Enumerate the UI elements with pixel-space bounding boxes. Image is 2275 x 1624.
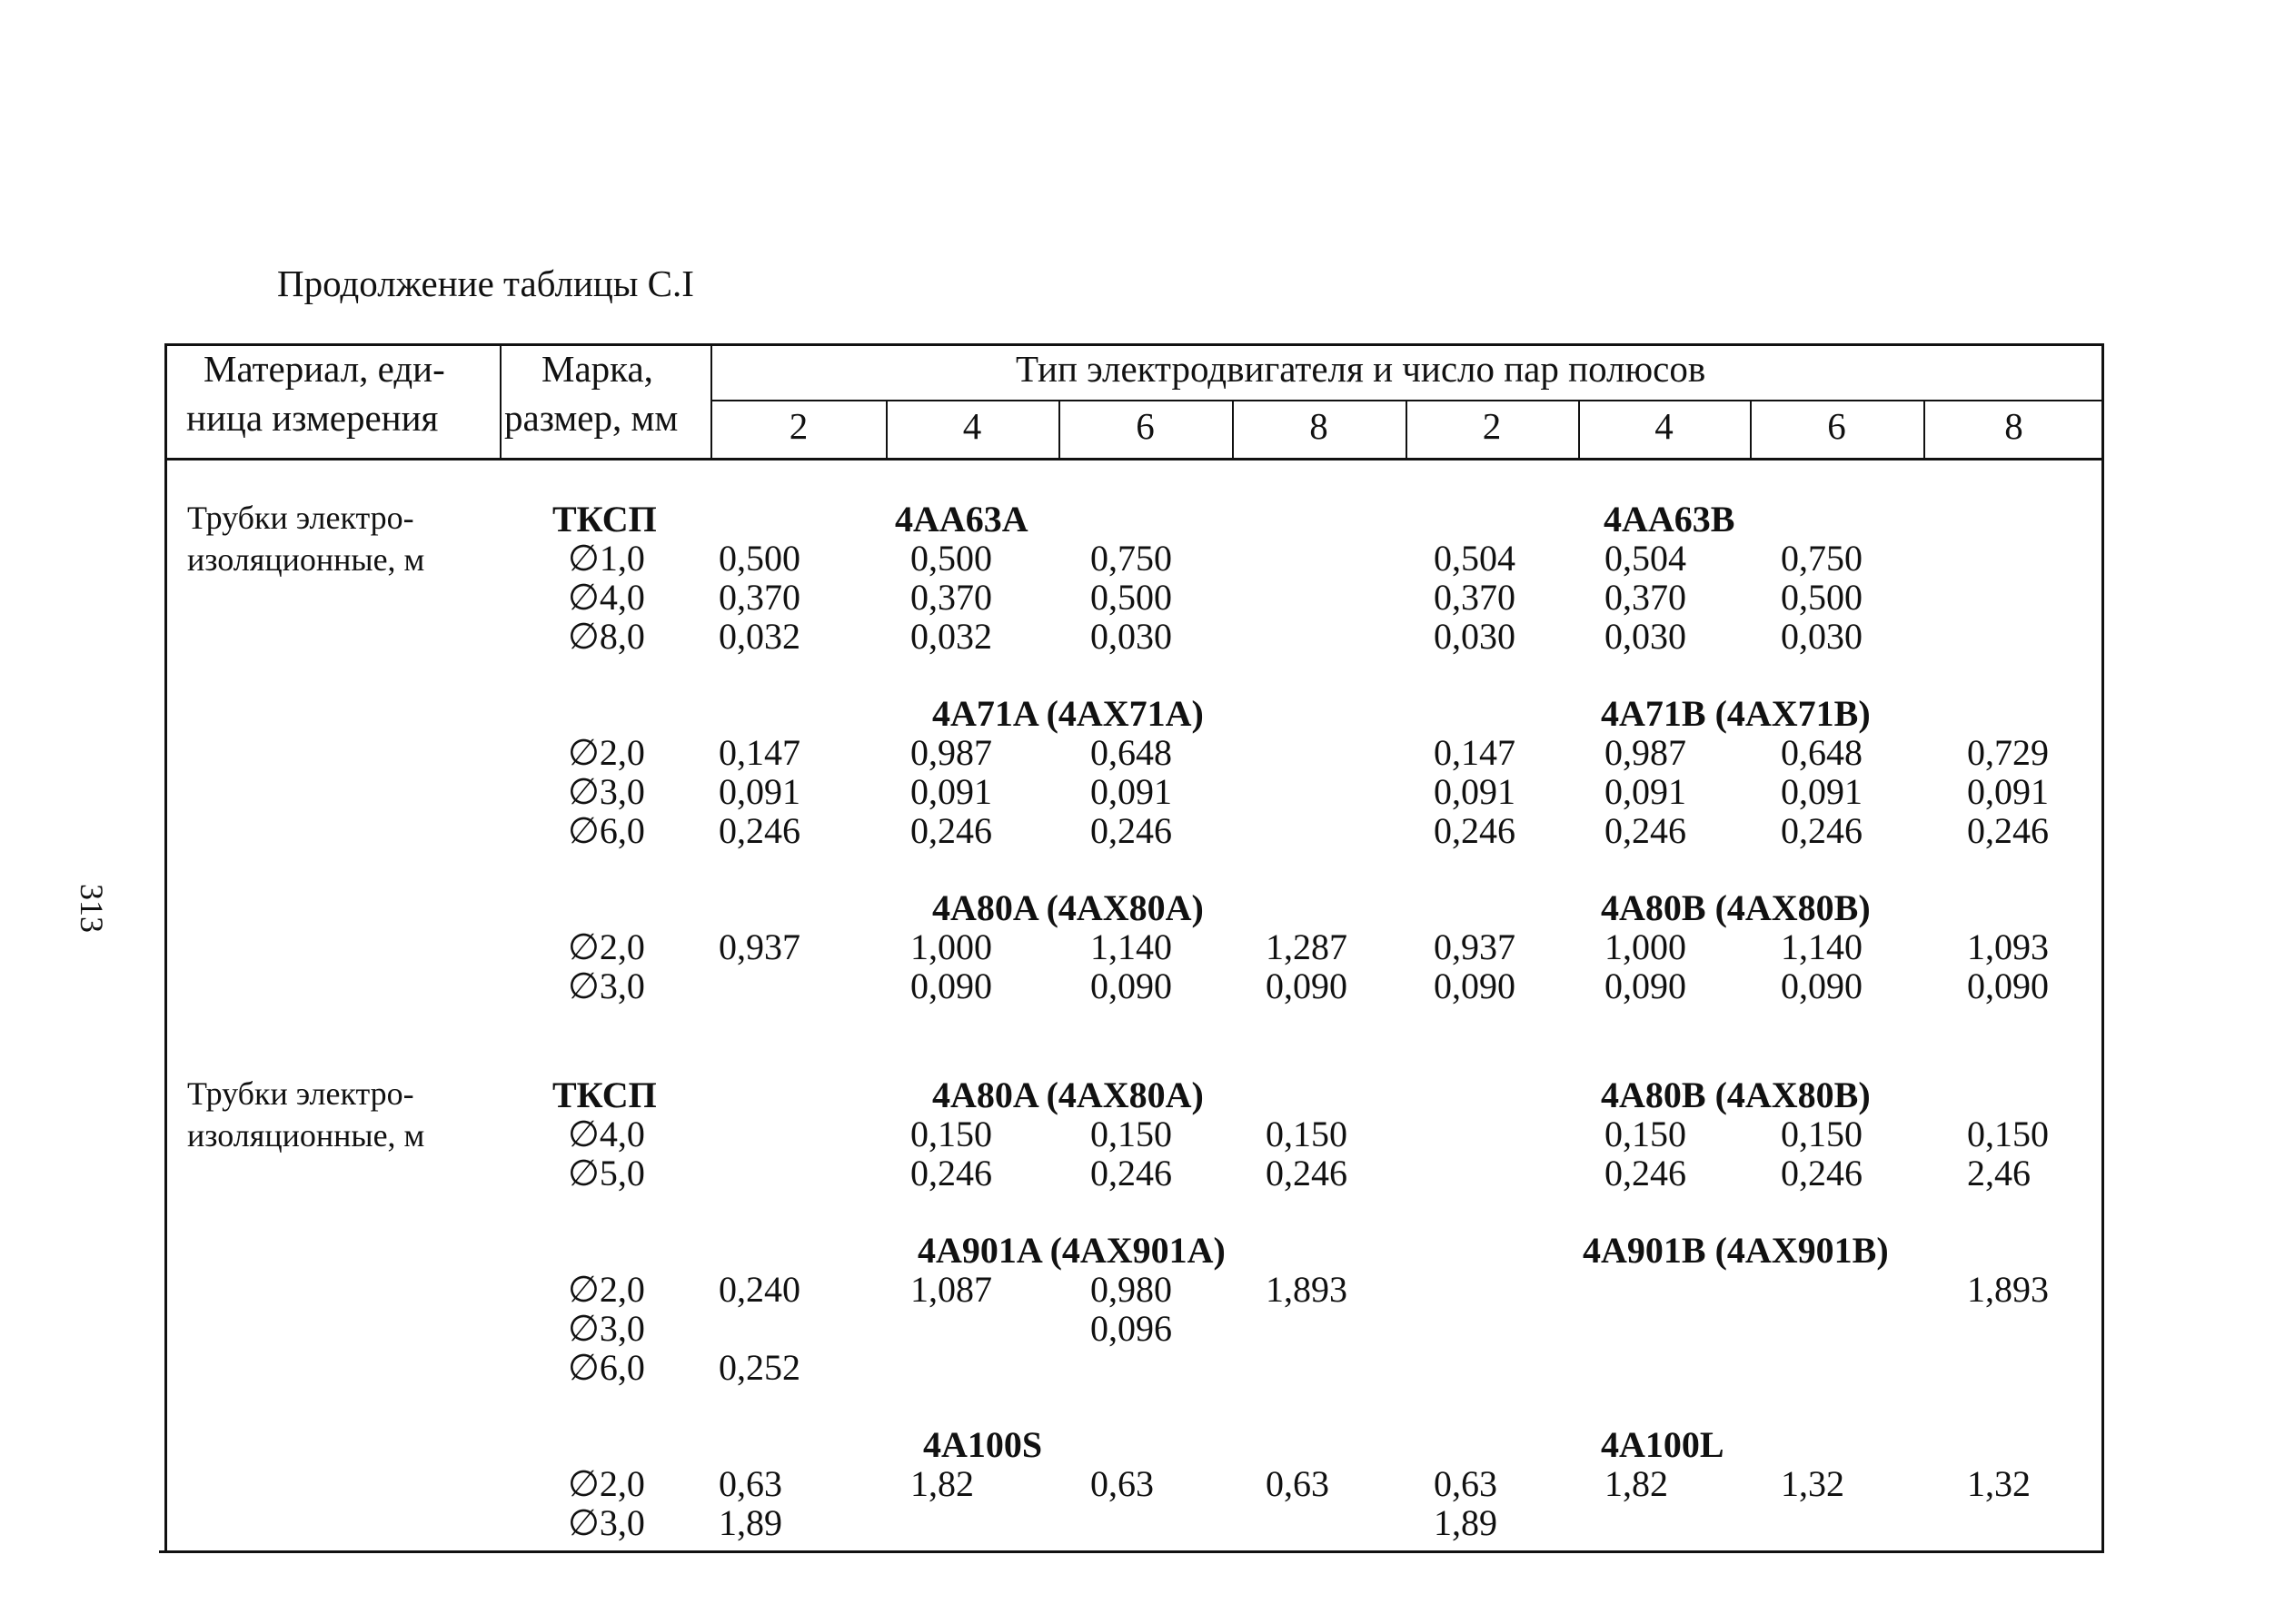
motor-type-left: 4A100S [923, 1424, 1043, 1465]
table-cell: 0,240 [719, 1269, 800, 1310]
size-label: ∅3,0 [568, 1308, 645, 1349]
header-pole: 6 [1827, 405, 1846, 447]
motor-type-left: 4A80A (4AX80A) [932, 1074, 1204, 1115]
header-pole: 4 [962, 405, 982, 447]
table-cell: 1,32 [1967, 1463, 2031, 1504]
table-cell: 0,937 [719, 926, 800, 967]
table-cell: 0,150 [1967, 1114, 2049, 1154]
motor-type-right: 4A80B (4AX80B) [1601, 1074, 1871, 1115]
table-cell: 1,89 [719, 1502, 782, 1543]
header-pole: 2 [1482, 405, 1502, 447]
header-pole: 2 [789, 405, 809, 447]
table-cell: 0,091 [1967, 771, 2049, 812]
material-label: изоляционные, м [187, 541, 425, 578]
table-cell: 0,246 [910, 810, 992, 851]
size-label: ∅4,0 [568, 1114, 645, 1154]
table-cell: 0,504 [1434, 538, 1515, 579]
table-cell: 0,246 [910, 1153, 992, 1193]
header-divider [1058, 400, 1060, 460]
table-cell: 0,030 [1781, 616, 1863, 657]
table-cell: 0,370 [1434, 577, 1515, 618]
table-cell: 0,091 [719, 771, 800, 812]
table-cell: 0,63 [1266, 1463, 1329, 1504]
table-cell: 0,030 [1090, 616, 1172, 657]
table-cell: 0,150 [1090, 1114, 1172, 1154]
table-cell: 0,246 [1604, 810, 1686, 851]
table-cell: 1,893 [1967, 1269, 2049, 1310]
table-cell: 0,750 [1090, 538, 1172, 579]
table-cell: 1,82 [1604, 1463, 1668, 1504]
table-cell: 0,032 [910, 616, 992, 657]
table-cell: 0,504 [1604, 538, 1686, 579]
table-cell: 0,648 [1090, 732, 1172, 773]
size-label: ∅5,0 [568, 1153, 645, 1193]
table-cell: 0,370 [910, 577, 992, 618]
size-label: ∅6,0 [568, 810, 645, 851]
size-label: ∅6,0 [568, 1347, 645, 1388]
table-cell: 0,091 [1604, 771, 1686, 812]
header-pole: 6 [1136, 405, 1155, 447]
table-cell: 0,091 [1434, 771, 1515, 812]
size-label: ∅2,0 [568, 1269, 645, 1310]
header-divider [886, 400, 888, 460]
motor-type-left: 4A71A (4AX71A) [932, 693, 1204, 734]
table-border-top [164, 343, 2104, 346]
table-cell: 1,140 [1781, 926, 1863, 967]
table-cell: 0,096 [1090, 1308, 1172, 1349]
page-number: 313 [74, 884, 110, 933]
header-material: Материал, еди- [204, 348, 445, 390]
table-cell: 0,246 [1781, 1153, 1863, 1193]
table-cell: 0,246 [1090, 1153, 1172, 1193]
header-divider [1923, 400, 1925, 460]
mark-label: ТКСП [552, 499, 657, 540]
header-divider [710, 343, 712, 460]
table-cell: 0,147 [719, 732, 800, 773]
table-cell: 0,091 [910, 771, 992, 812]
table-cell: 0,63 [719, 1463, 782, 1504]
table-cell: 0,030 [1434, 616, 1515, 657]
motor-type-left: 4A901A (4AX901A) [918, 1230, 1226, 1271]
table-cell: 0,090 [1090, 965, 1172, 1006]
table-cell: 1,093 [1967, 926, 2049, 967]
size-label: ∅3,0 [568, 965, 645, 1006]
table-cell: 1,32 [1781, 1463, 1844, 1504]
motor-type-left: 4AA63A [895, 499, 1028, 540]
table-border-right [2101, 343, 2104, 1553]
table-cell: 0,500 [1090, 577, 1172, 618]
table-cell: 0,091 [1090, 771, 1172, 812]
table-cell: 0,030 [1604, 616, 1686, 657]
table-cell: 0,150 [910, 1114, 992, 1154]
table-cell: 1,000 [910, 926, 992, 967]
table-cell: 0,090 [1967, 965, 2049, 1006]
table-cell: 0,63 [1434, 1463, 1497, 1504]
material-label: Трубки электро- [187, 1075, 414, 1112]
header-border-bottom [164, 458, 2104, 460]
table-cell: 0,987 [1604, 732, 1686, 773]
motor-type-right: 4A901B (4AX901B) [1583, 1230, 1889, 1271]
header-divider [500, 343, 502, 460]
table-cell: 0,090 [1604, 965, 1686, 1006]
table-cell: 0,246 [719, 810, 800, 851]
header-pole: 8 [1309, 405, 1328, 447]
table-cell: 1,82 [910, 1463, 974, 1504]
header-mark: Марка, [541, 348, 653, 390]
table-cell: 0,500 [719, 538, 800, 579]
table-cell: 0,147 [1434, 732, 1515, 773]
motor-type-right: 4A71B (4AX71B) [1601, 693, 1871, 734]
table-cell: 0,937 [1434, 926, 1515, 967]
table-cell: 1,140 [1090, 926, 1172, 967]
header-pole: 4 [1654, 405, 1674, 447]
table-border-bottom [159, 1550, 2104, 1553]
table-cell: 0,150 [1266, 1114, 1347, 1154]
table-cell: 0,500 [910, 538, 992, 579]
table-cell: 0,150 [1781, 1114, 1863, 1154]
table-cell: 2,46 [1967, 1153, 2031, 1193]
table-cell: 0,090 [1434, 965, 1515, 1006]
motor-type-right: 4A100L [1601, 1424, 1724, 1465]
table-cell: 0,090 [910, 965, 992, 1006]
table-cell: 1,89 [1434, 1502, 1497, 1543]
size-label: ∅4,0 [568, 577, 645, 618]
header-type-title: Тип электродвигателя и число пар полюсов [1016, 348, 1706, 390]
motor-type-left: 4A80A (4AX80A) [932, 887, 1204, 928]
table-cell: 0,246 [1090, 810, 1172, 851]
table-cell: 0,246 [1967, 810, 2049, 851]
table-cell: 0,246 [1604, 1153, 1686, 1193]
table-cell: 0,750 [1781, 538, 1863, 579]
size-label: ∅1,0 [568, 538, 645, 579]
table-cell: 0,63 [1090, 1463, 1154, 1504]
material-label: Трубки электро- [187, 500, 414, 536]
material-label: изоляционные, м [187, 1117, 425, 1154]
header-divider [1232, 400, 1234, 460]
mark-label: ТКСП [552, 1074, 657, 1115]
table-cell: 0,246 [1266, 1153, 1347, 1193]
motor-type-right: 4A80B (4AX80B) [1601, 887, 1871, 928]
size-label: ∅8,0 [568, 616, 645, 657]
table-cell: 0,150 [1604, 1114, 1686, 1154]
table-cell: 1,000 [1604, 926, 1686, 967]
table-cell: 0,370 [1604, 577, 1686, 618]
motor-type-right: 4AA63B [1604, 499, 1735, 540]
table-cell: 0,648 [1781, 732, 1863, 773]
table-cell: 1,287 [1266, 926, 1347, 967]
table-cell: 0,987 [910, 732, 992, 773]
size-label: ∅2,0 [568, 1463, 645, 1504]
table-cell: 0,252 [719, 1347, 800, 1388]
table-cell: 1,087 [910, 1269, 992, 1310]
size-label: ∅2,0 [568, 732, 645, 773]
table-cell: 0,032 [719, 616, 800, 657]
header-mark: размер, мм [504, 397, 679, 439]
size-label: ∅2,0 [568, 926, 645, 967]
size-label: ∅3,0 [568, 1502, 645, 1543]
header-material: ница измерения [186, 397, 439, 439]
size-label: ∅3,0 [568, 771, 645, 812]
header-divider [1406, 400, 1407, 460]
table-cell: 0,246 [1434, 810, 1515, 851]
table-cell: 0,500 [1781, 577, 1863, 618]
table-cell: 0,091 [1781, 771, 1863, 812]
table-cell: 0,729 [1967, 732, 2049, 773]
header-divider [1578, 400, 1580, 460]
header-divider [1750, 400, 1752, 460]
header-pole: 8 [2004, 405, 2023, 447]
table-cell: 0,246 [1781, 810, 1863, 851]
table-cell: 1,893 [1266, 1269, 1347, 1310]
table-cell: 0,090 [1266, 965, 1347, 1006]
table-caption: Продолжение таблицы С.I [277, 262, 694, 304]
table-cell: 0,090 [1781, 965, 1863, 1006]
table-cell: 0,980 [1090, 1269, 1172, 1310]
table-border-left [164, 343, 167, 1553]
table-cell: 0,370 [719, 577, 800, 618]
